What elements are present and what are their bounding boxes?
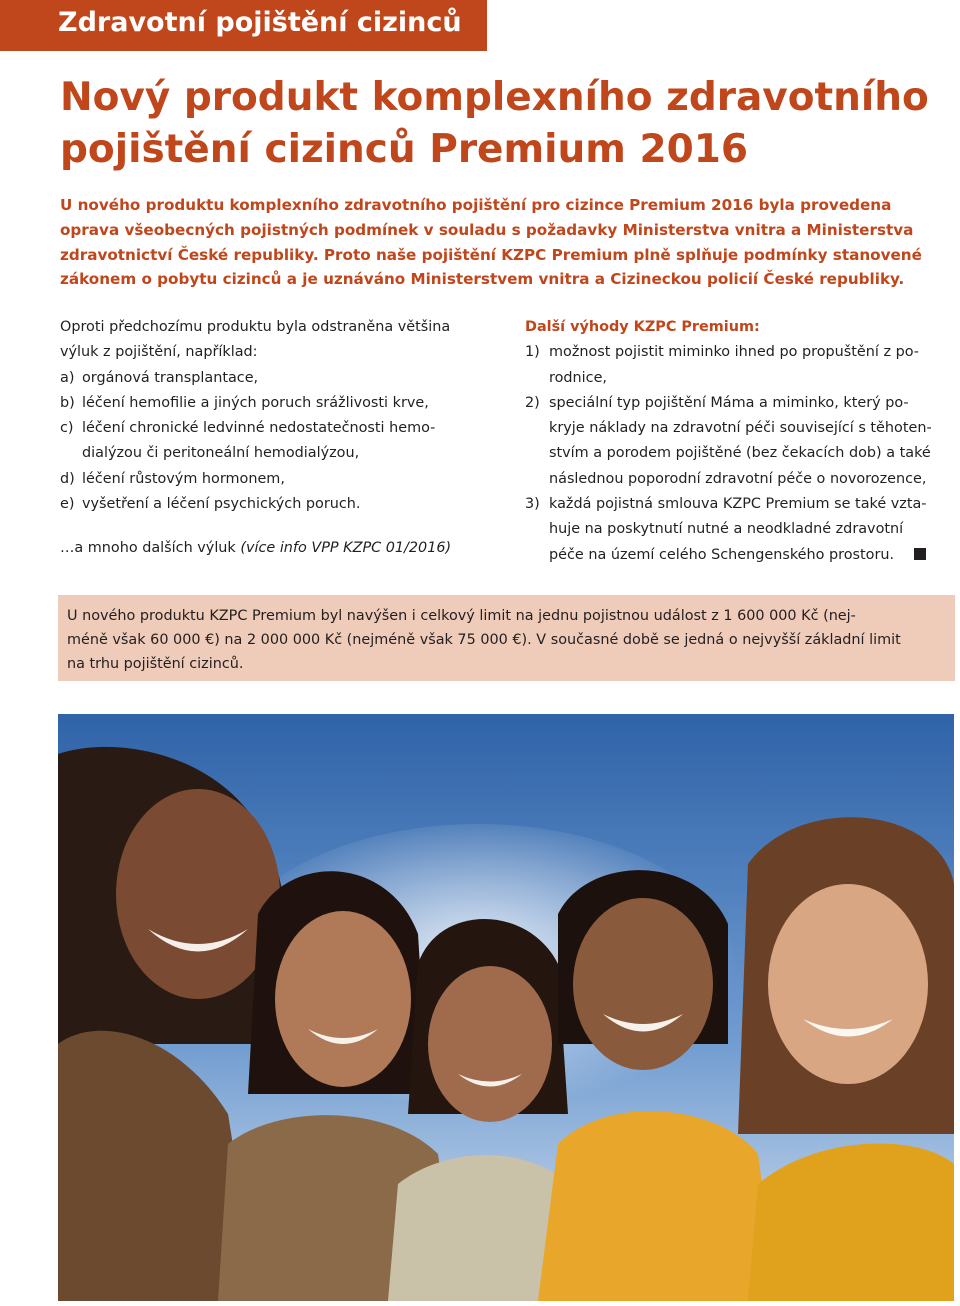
section-header-tab	[0, 0, 487, 51]
exclusion-text: vyšetření a léčení psychických poruch.	[82, 496, 361, 513]
exclusion-text: léčení hemofilie a jiných poruch srážlivosti krve,	[82, 394, 429, 411]
title-line: Nový produkt komplexního zdravotního	[60, 75, 929, 120]
intro-line: výluk z pojištění, například:	[60, 344, 258, 361]
lead-line: U nového produktu komplexního zdravotního pojištění pro cizince Premium 2016 byla provedena	[60, 196, 892, 214]
highlight-line: U nového produktu KZPC Premium byl navýšen i celkový limit na jednu pojistnou událost z 1 600 000 Kč (nej-	[67, 608, 856, 624]
benefit-text: péče na území celého Schengenského prostoru.	[549, 546, 895, 563]
benefit-number: 1)	[525, 344, 540, 361]
list-marker: c)	[60, 420, 74, 437]
benefits-heading: Další výhody KZPC Premium:	[525, 319, 760, 335]
exclusion-item	[60, 391, 490, 416]
list-marker: a)	[60, 369, 75, 386]
limit-highlight-box	[58, 595, 955, 681]
lead-line: oprava všeobecných pojistných podmínek v souladu s požadavky Ministerstva vnitra a Ministerstva	[60, 220, 914, 239]
more-prefix: …a mnoho dalších výluk	[60, 540, 241, 557]
lead-paragraph	[60, 193, 955, 292]
exclusion-text: dialýzou či peritoneální hemodialýzou,	[82, 445, 360, 462]
highlight-line: na trhu pojištění cizinců.	[67, 656, 244, 672]
more-exclusions-note	[60, 536, 490, 561]
benefit-text: následnou poporodní zdravotní péče o novorozence,	[549, 470, 927, 487]
benefit-number: 2)	[525, 394, 540, 411]
lead-line: zdravotnictví České republiky. Proto naše pojištění KZPC Premium plně splňuje podmínky stanovené	[60, 245, 922, 264]
intro-line: Oproti předchozímu produktu byla odstraněna většina	[60, 319, 451, 335]
more-reference: (více info VPP KZPC 01/2016)	[240, 540, 452, 557]
person-right	[738, 817, 954, 1301]
benefit-text: kryje náklady na zdravotní péči související s těhoten-	[549, 420, 932, 437]
exclusion-item	[60, 366, 490, 391]
benefit-item	[525, 340, 955, 391]
list-marker: e)	[60, 496, 75, 513]
exclusion-item	[60, 467, 490, 492]
benefit-text: rodnice,	[549, 369, 607, 386]
exclusion-item	[60, 492, 490, 517]
highlight-line: méně však 60 000 €) na 2 000 000 Kč (nejméně však 75 000 €). V současné době se jedná o nejvyšší základní limit	[67, 632, 901, 648]
list-marker: d)	[60, 470, 75, 487]
section-label: Zdravotní pojištění cizinců	[58, 7, 462, 38]
end-of-article-mark	[914, 548, 926, 560]
group-photo	[58, 714, 954, 1301]
benefits-column	[525, 315, 955, 568]
exclusion-text: léčení chronické ledvinné nedostatečnosti hemo-	[82, 420, 436, 437]
benefit-item	[525, 492, 955, 568]
benefit-text: každá pojistná smlouva KZPC Premium se také vzta-	[549, 496, 927, 513]
article-title	[60, 72, 950, 176]
benefit-item	[525, 391, 955, 492]
benefit-text: huje na poskytnutí nutné a neodkladné zdravotní	[549, 521, 904, 538]
benefit-text: možnost pojistit miminko ihned po propuštění z po-	[549, 344, 919, 361]
benefit-text: speciální typ pojištění Máma a miminko, který po-	[549, 394, 909, 411]
exclusions-column	[60, 315, 490, 562]
benefit-number: 3)	[525, 496, 540, 513]
exclusion-item	[60, 416, 490, 467]
list-marker: b)	[60, 394, 75, 411]
group-photo-illustration	[58, 714, 954, 1301]
title-line: pojištění cizinců Premium 2016	[60, 127, 749, 172]
exclusion-text: léčení růstovým hormonem,	[82, 470, 285, 487]
lead-line: zákonem o pobytu cizinců a je uznáváno Ministerstvem vnitra a Cizineckou policií České republiky.	[60, 270, 905, 289]
exclusion-text: orgánová transplantace,	[82, 369, 259, 386]
benefit-text: stvím a porodem pojištěné (bez čekacích dob) a také	[549, 445, 931, 462]
